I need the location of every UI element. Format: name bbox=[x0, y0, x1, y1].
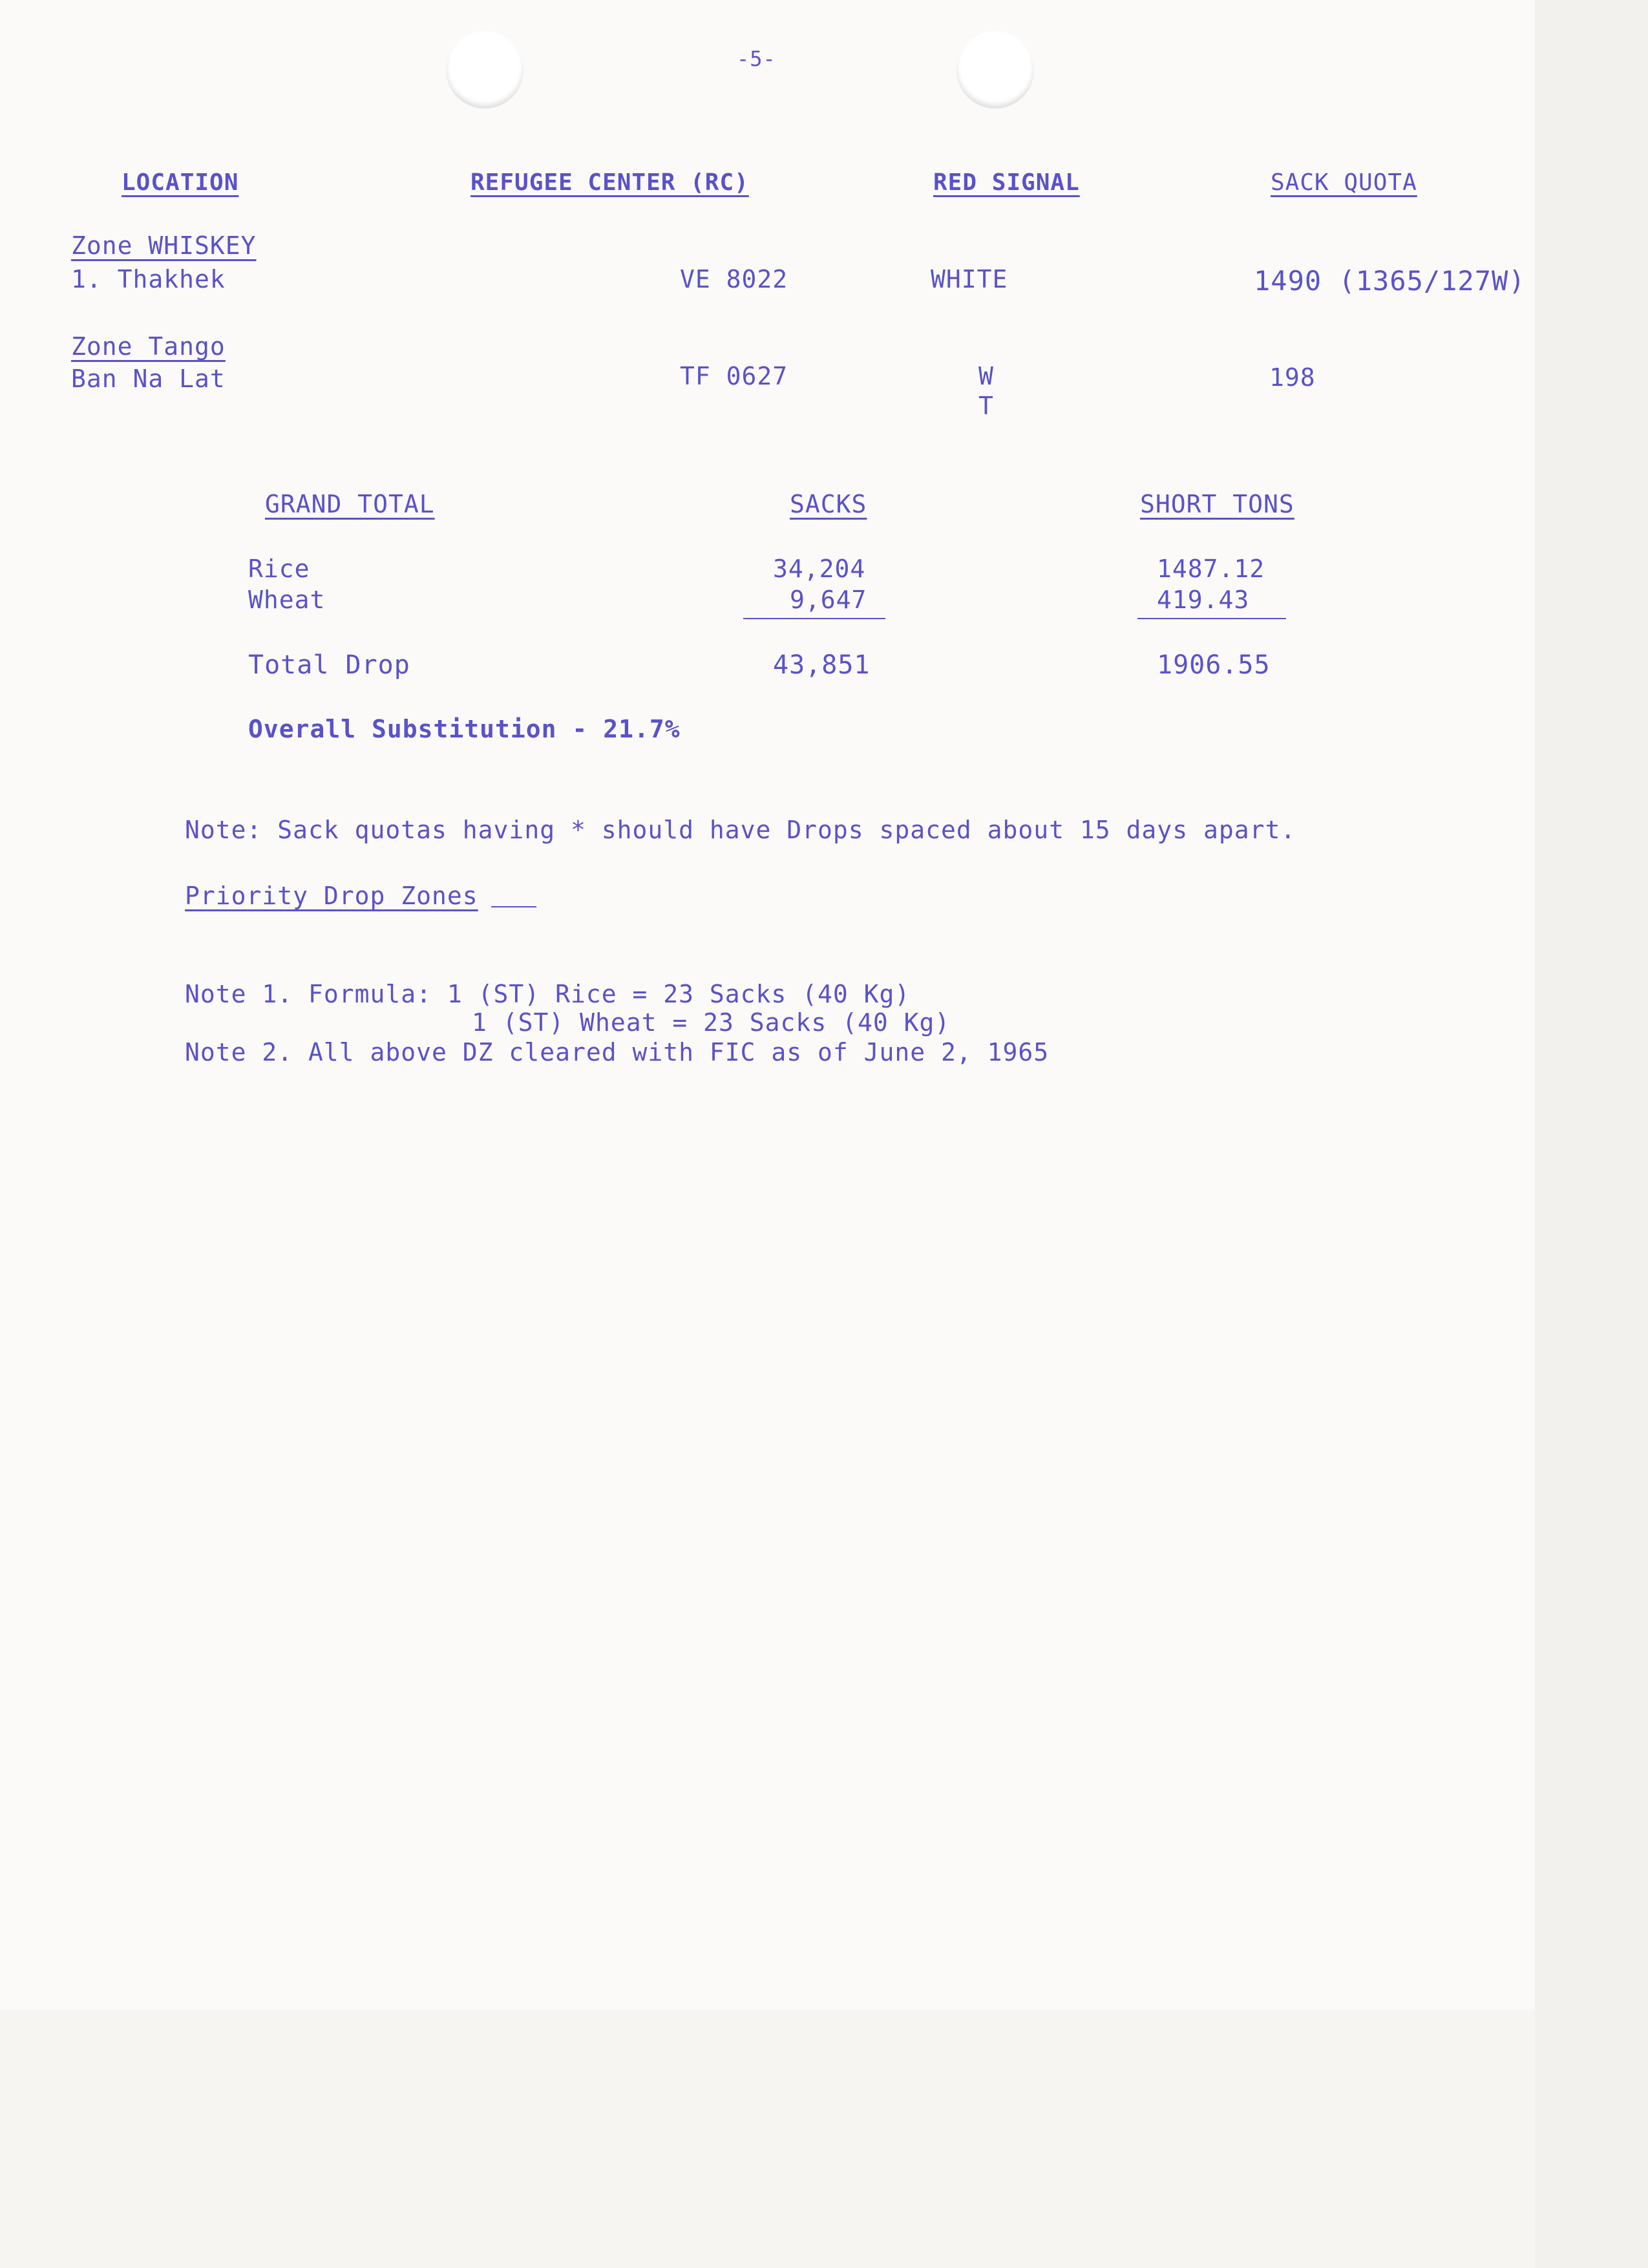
clearance-note: Note 2. All above DZ cleared with FIC as of June 2, 1965 bbox=[185, 1038, 1050, 1066]
header-refugee-center: REFUGEE CENTER (RC) bbox=[470, 169, 749, 196]
header-short-tons: SHORT TONS bbox=[1140, 490, 1294, 518]
tons-value: 1487.12 bbox=[1157, 555, 1265, 583]
tons-subtotal-rule bbox=[1137, 618, 1286, 619]
zone-label: Zone Tango bbox=[71, 332, 226, 361]
sacks-value: 9,647 bbox=[790, 586, 867, 614]
punch-hole-left bbox=[446, 31, 523, 109]
total-tons: 1906.55 bbox=[1157, 650, 1271, 680]
priority-drop-zones: Priority Drop Zones bbox=[185, 882, 478, 910]
commodity-label: Rice bbox=[248, 555, 310, 583]
header-location: LOCATION bbox=[121, 169, 239, 196]
refugee-center-cell: VE 8022 bbox=[680, 265, 788, 293]
commodity-label: Wheat bbox=[248, 586, 326, 614]
red-signal-cell: WHITE bbox=[931, 265, 1008, 293]
sacks-subtotal-rule bbox=[743, 618, 885, 619]
red-signal-cell: W bbox=[978, 362, 994, 390]
sack-quota-note: Note: Sack quotas having * should have Drops spaced about 15 days apart. bbox=[185, 816, 1296, 844]
total-label: Total Drop bbox=[248, 650, 410, 680]
overall-substitution: Overall Substitution - 21.7% bbox=[248, 715, 681, 743]
paper-bottom bbox=[0, 2010, 1535, 2268]
scan-edge bbox=[1535, 0, 1648, 2268]
formula-note-2: 1 (ST) Wheat = 23 Sacks (40 Kg) bbox=[472, 1008, 951, 1037]
header-sack-quota: SACK QUOTA bbox=[1271, 169, 1417, 196]
page-number: -5- bbox=[737, 47, 776, 71]
formula-note-1: Note 1. Formula: 1 (ST) Rice = 23 Sacks (40 Kg) bbox=[185, 980, 911, 1008]
sack-quota-cell: 198 bbox=[1269, 363, 1316, 392]
sacks-value: 34,204 bbox=[773, 555, 866, 583]
priority-underline-ext bbox=[491, 906, 536, 907]
refugee-center-cell: TF 0627 bbox=[680, 362, 788, 390]
location-cell: 1. Thakhek bbox=[71, 265, 226, 293]
location-cell: Ban Na Lat bbox=[71, 365, 226, 393]
zone-label: Zone WHISKEY bbox=[71, 231, 257, 260]
header-grand-total: GRAND TOTAL bbox=[265, 490, 435, 518]
sack-quota-cell: 1490 (1365/127W) bbox=[1254, 265, 1526, 297]
header-red-signal: RED SIGNAL bbox=[933, 169, 1080, 196]
total-sacks: 43,851 bbox=[773, 650, 871, 680]
header-sacks: SACKS bbox=[790, 490, 867, 518]
red-signal-cell: T bbox=[978, 392, 994, 420]
punch-hole-right bbox=[956, 31, 1034, 109]
tons-value: 419.43 bbox=[1157, 586, 1250, 614]
